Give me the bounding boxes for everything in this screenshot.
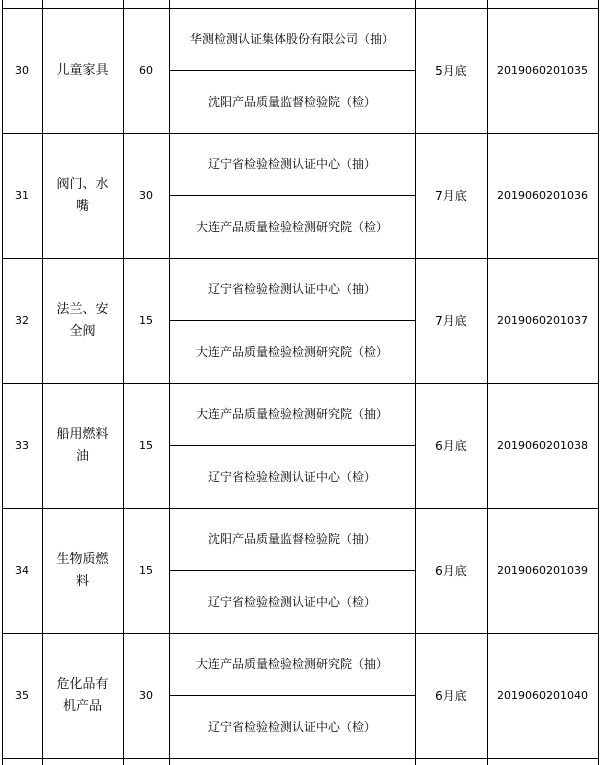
inspection-organization: 辽宁省检验检测认证中心（检） [207,719,376,734]
product-category: 儿童家具 [56,62,109,78]
row-number: 34 [15,563,29,577]
sample-quantity: 30 [139,688,153,702]
task-code: 2019060201036 [497,188,588,202]
task-code: 2019060201035 [497,63,588,77]
product-category: 法兰、安全阀 [56,301,109,339]
inspection-organization: 大连产品质量检验检测研究院（检） [195,344,388,359]
sample-quantity: 15 [139,438,153,452]
row-number: 30 [15,63,29,77]
product-category: 生物质燃料 [56,551,109,589]
sample-quantity: 60 [139,63,153,77]
sampling-organization: 辽宁省检验检测认证中心（抽） [207,282,376,296]
sampling-organization: 沈阳产品质量监督检验院（抽） [207,532,376,546]
row-line [2,758,599,759]
task-code: 2019060201039 [497,563,588,577]
completion-deadline: 6月底 [435,563,467,578]
inspection-organization: 沈阳产品质量监督检验院（检） [207,94,376,109]
row-number: 35 [15,688,29,702]
sampling-organization: 大连产品质量检验检测研究院（抽） [195,407,388,421]
product-category: 船用燃料油 [56,426,109,464]
inspection-organization: 大连产品质量检验检测研究院（检） [195,219,388,234]
inspection-organization: 辽宁省检验检测认证中心（检） [207,469,376,484]
sampling-organization: 大连产品质量检验检测研究院（抽） [195,657,388,671]
completion-deadline: 7月底 [435,313,467,328]
task-code: 2019060201037 [497,313,588,327]
task-code: 2019060201038 [497,438,588,452]
sample-quantity: 15 [139,313,153,327]
task-code: 2019060201040 [497,688,588,702]
completion-deadline: 7月底 [435,188,467,203]
product-category: 阀门、水嘴 [56,176,109,214]
row-number: 33 [15,438,29,452]
row-number: 32 [15,313,29,327]
completion-deadline: 5月底 [435,63,467,78]
completion-deadline: 6月底 [435,438,467,453]
product-category: 危化品有机产品 [56,676,109,714]
sample-quantity: 30 [139,188,153,202]
row-number: 31 [15,188,29,202]
sample-quantity: 15 [139,563,153,577]
inspection-organization: 辽宁省检验检测认证中心（检） [207,594,376,609]
sampling-organization: 辽宁省检验检测认证中心（抽） [207,157,376,171]
sampling-organization: 华测检测认证集体股份有限公司（抽） [189,32,394,46]
completion-deadline: 6月底 [435,688,467,703]
